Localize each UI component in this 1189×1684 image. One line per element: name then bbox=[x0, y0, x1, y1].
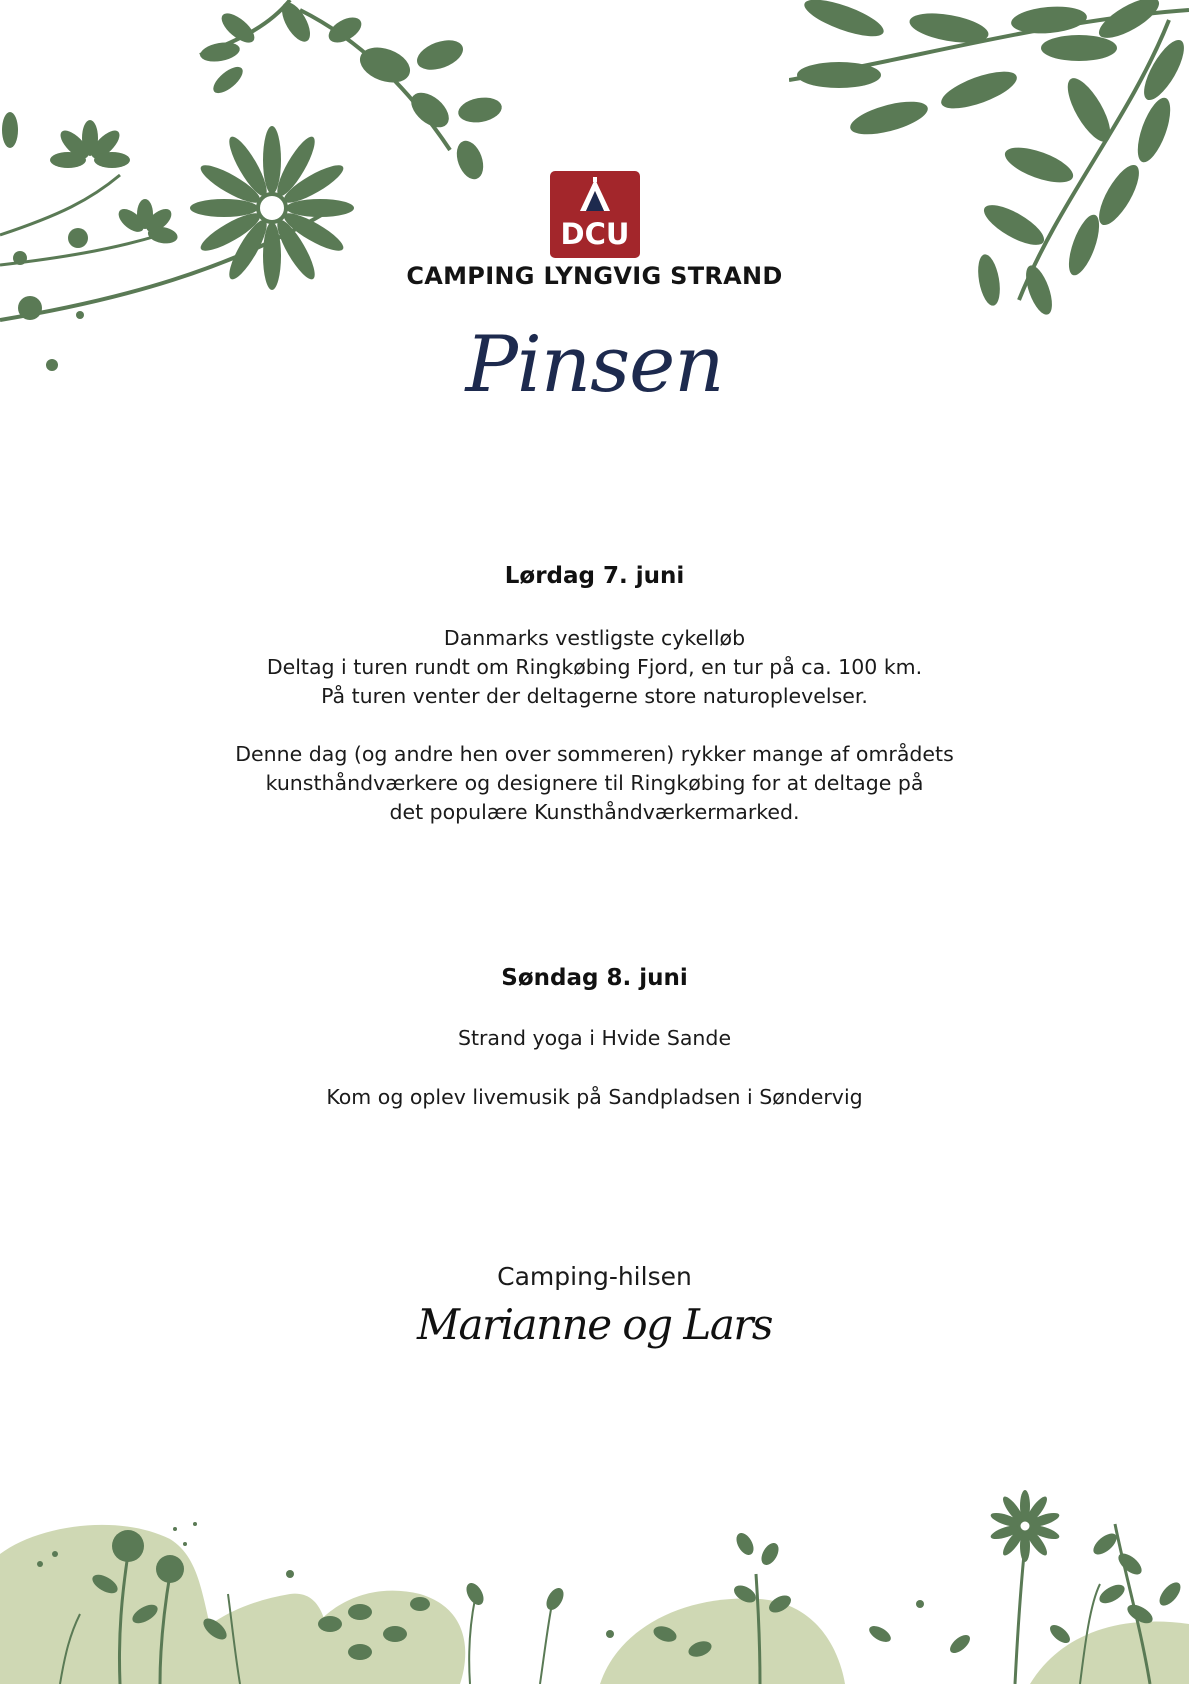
saturday-heading: Lørdag 7. juni bbox=[504, 563, 685, 589]
bottom-meadow-decoration bbox=[0, 1484, 1189, 1684]
sunday-heading: Søndag 8. juni bbox=[501, 965, 688, 991]
text-line: Danmarks vestligste cykelløb bbox=[443, 626, 746, 650]
saturday-paragraph-1 bbox=[0, 624, 1189, 711]
brand-name: CAMPING LYNGVIG STRAND bbox=[406, 262, 783, 290]
text-line: det populære Kunsthåndværkermarked. bbox=[389, 800, 800, 824]
text-line: På turen venter der deltagerne store naturoplevelser. bbox=[321, 684, 868, 708]
text-line: Deltag i turen rundt om Ringkøbing Fjord, en tur på ca. 100 km. bbox=[266, 655, 923, 679]
dcu-logo bbox=[550, 171, 640, 258]
page-title: Pinsen bbox=[465, 320, 724, 410]
closing-greeting: Camping-hilsen bbox=[497, 1262, 692, 1291]
text-line: kunsthåndværkere og designere til Ringkøbing for at deltage på bbox=[265, 771, 924, 795]
sunday-line-1: Strand yoga i Hvide Sande bbox=[457, 1026, 732, 1050]
sunday-line-2: Kom og oplev livemusik på Sandpladsen i Søndervig bbox=[326, 1085, 863, 1109]
signature: Marianne og Lars bbox=[417, 1300, 772, 1349]
logo-text: DCU bbox=[560, 217, 630, 251]
saturday-paragraph-2 bbox=[0, 740, 1189, 827]
text-line: Denne dag (og andre hen over sommeren) rykker mange af områdets bbox=[235, 742, 954, 766]
